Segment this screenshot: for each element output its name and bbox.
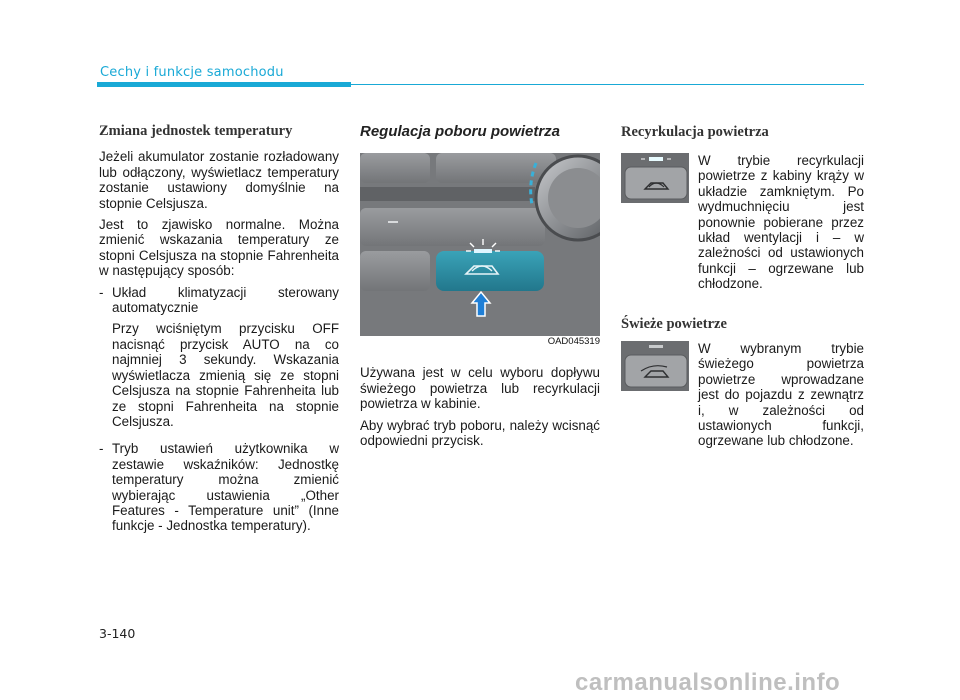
list-item xyxy=(99,441,339,539)
recirculation-button-illustration xyxy=(621,153,689,203)
recirculation-description xyxy=(698,153,864,292)
fresh-air-heading: Świeże powietrze xyxy=(621,316,727,332)
control-panel-photo xyxy=(360,153,600,336)
control-panel-illustration xyxy=(360,153,600,336)
paragraph: W trybie recyrkulacji powietrze z kabiny krąży w układzie zamkniętym. Po wydmuchnięciu jest ponownie pobierane przez układ wentylacji i – w zależności od ustawionych funkcji – ogrzewane lub chłodzone. xyxy=(698,153,864,292)
list-dash: - xyxy=(99,284,104,300)
watermark: carmanualsonline.info xyxy=(575,669,841,696)
paragraph: Jeżeli akumulator zostanie rozładowany lub odłączony, wyświetlacz temperatury zostanie ustawiony domyślnie na stopnie Celsjusza. xyxy=(99,149,339,211)
column-temperature-units xyxy=(99,124,339,546)
list-item-subtext: Przy wciśniętym przycisku OFF nacisnąć przycisk AUTO na co najmniej 3 sekundy. Wskazania wyświetlacza zmienią się ze stopni Celsjusza na stopnie Fahrenheita lub ze stopni Fahrenheita na stopnie Celsjusza. xyxy=(112,321,339,429)
fresh-air-button-thumbnail xyxy=(621,341,689,391)
section-heading: Zmiana jednostek temperatury xyxy=(99,123,293,139)
recirculation-heading: Recyrkulacja powietrza xyxy=(621,124,769,140)
image-code: OAD045319 xyxy=(547,336,600,347)
paragraph: Jest to zjawisko normalne. Można zmienić wskazania temperatury ze stopni Celsjusza na stopnie Fahrenheita w następujący sposób: xyxy=(99,217,339,279)
header-title: Cechy i funkcje samochodu xyxy=(100,65,284,80)
page-number: 3-140 xyxy=(99,626,136,641)
header-rule-thick xyxy=(97,82,351,87)
fresh-air-description xyxy=(698,341,864,449)
recirculation-button-thumbnail xyxy=(621,153,689,203)
list-item-text: Układ klimatyzacji sterowany automatycznie xyxy=(112,284,339,316)
list-dash: - xyxy=(99,441,104,457)
control-panel-figure xyxy=(360,153,600,353)
paragraph: Aby wybrać tryb poboru, należy wcisnąć odpowiedni przycisk. xyxy=(360,417,600,449)
section-heading: Regulacja poboru powietrza xyxy=(360,123,561,140)
paragraph: W wybranym trybie świeżego powietrza powietrze wprowadzane jest do pojazdu z zewnątrz i, w zależności od ustawionych funkcji, ogrzewane lub chłodzone. xyxy=(698,341,864,449)
list-item-text: Tryb ustawień użytkownika w zestawie wskaźników: Jednostkę temperatury można zmienić wybierając ustawienia „Other Features - Temperature unit” (Inne funkcje - Jednostka temperatury). xyxy=(112,441,339,534)
list-item xyxy=(99,285,339,436)
fresh-air-button-illustration xyxy=(621,341,689,391)
header-rule-thin xyxy=(351,84,864,85)
paragraph: Używana jest w celu wyboru dopływu świeżego powietrza lub recyrkulacji powietrza w kabinie. xyxy=(360,365,600,412)
column-air-intake xyxy=(360,124,600,454)
